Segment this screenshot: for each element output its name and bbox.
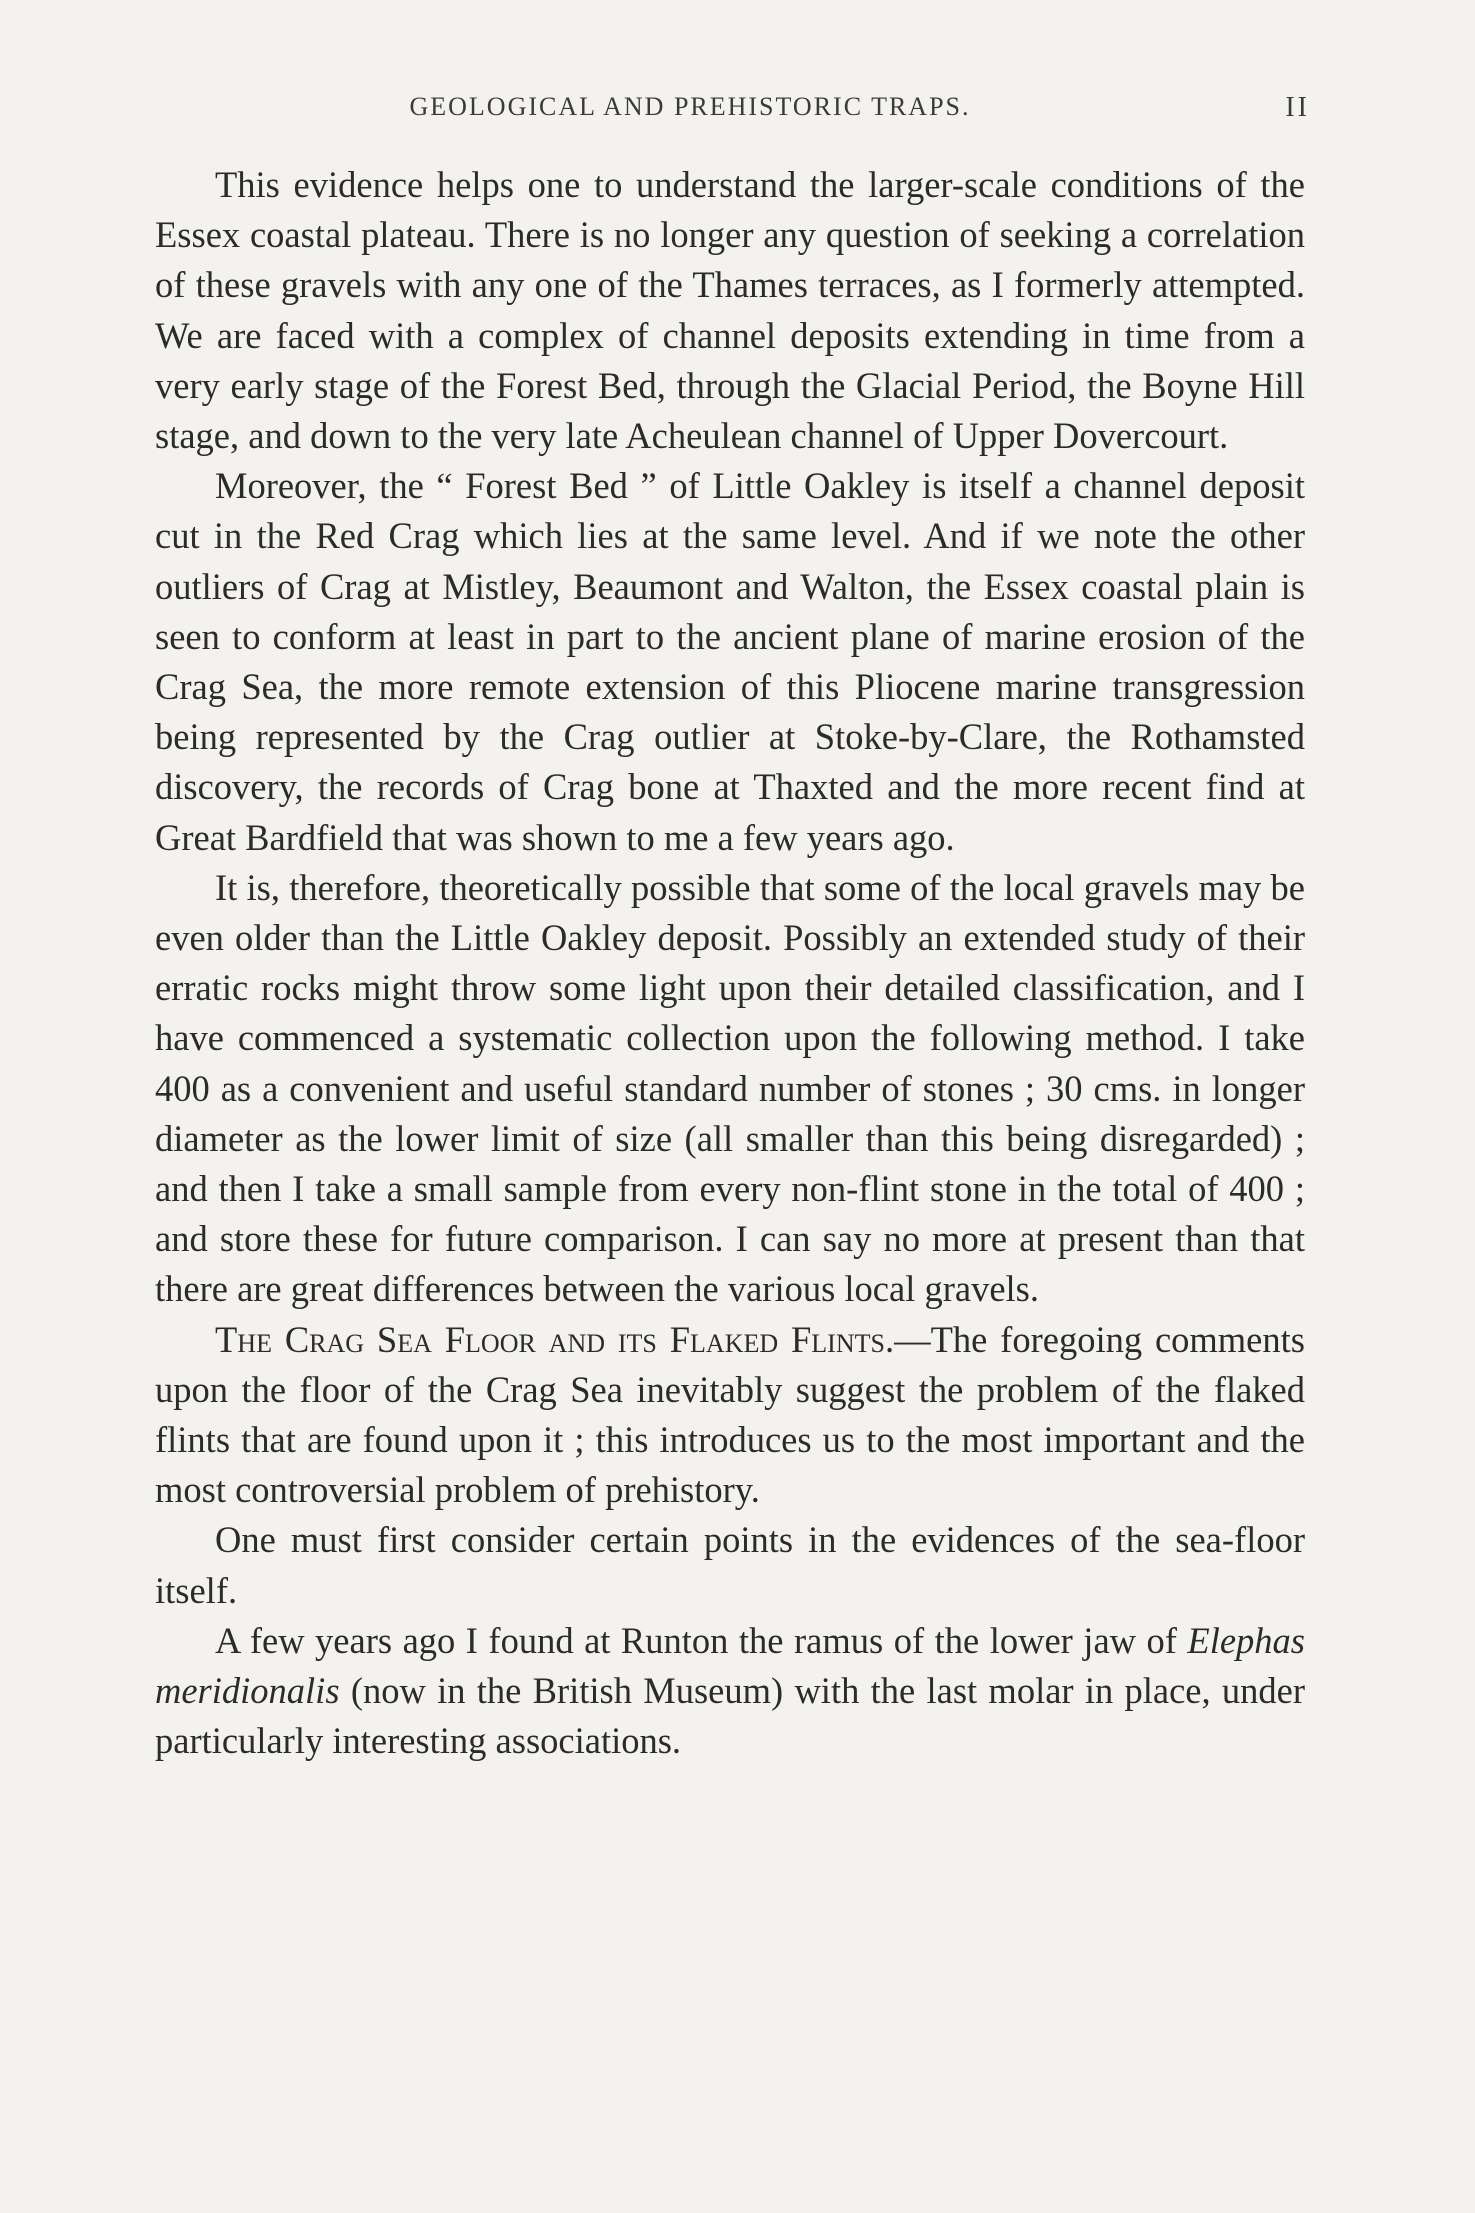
page-number: II [1285, 92, 1310, 123]
paragraph-text: (now in the British Museum) with the last molar in place, under particularly interesting associations. [155, 1670, 1305, 1762]
paragraph [155, 160, 1305, 461]
paragraph-text: —The foregoing comments upon the floor of the Crag Sea inevitably suggest the problem of the flaked flints that are found upon it ; this introduces us to the most important and the most controversial problem of prehistory. [155, 1318, 1305, 1511]
paragraph [155, 1315, 1305, 1516]
paragraph [155, 863, 1305, 1315]
paragraph-text: One must first consider certain points in the evidences of the sea-floor itself. [155, 1519, 1305, 1611]
paragraph-text: This evidence helps one to understand the larger-scale conditions of the Essex coastal plateau. There is no longer any question of seeking a correlation of these gravels with any one of the Thames terraces, as I formerly attempted. We are faced with a complex of channel deposits extending in time from a very early stage of the Forest Bed, through the Glacial Period, the Boyne Hill stage, and down to the very late Acheulean channel of Upper Dovercourt. [155, 164, 1305, 457]
running-head [150, 92, 1310, 132]
paragraph [155, 461, 1305, 863]
paragraph-text: It is, therefore, theoretically possible that some of the local gravels may be even older than the Little Oakley deposit. Possibly an extended study of their erratic rocks might throw some light upon their detailed classification, and I have commenced a systematic collection upon the following method. I take 400 as a convenient and useful standard number of stones ; 30 cms. in longer diameter as the lower limit of size (all smaller than this being disregarded) ; and then I take a small sample from every non-flint stone in the total of 400 ; and store these for future comparison. I can say no more at present than that there are great differences between the various local gravels. [155, 866, 1305, 1310]
paragraph [155, 1616, 1305, 1767]
species-name: Elephas meridionalis [155, 1619, 1305, 1712]
body-text [155, 160, 1305, 1767]
section-heading: The Crag Sea Floor and its Flaked Flints. [215, 1318, 895, 1360]
paragraph-text: Moreover, the “ Forest Bed ” of Little Oakley is itself a channel deposit cut in the Red Crag which lies at the same level. And if we note the other outliers of Crag at Mistley, Beaumont and Walton, the Essex coastal plain is seen to conform at least in part to the ancient plane of marine erosion of the Crag Sea, the more remote extension of this Pliocene marine transgression being represented by the Crag outlier at Stoke-by-Clare, the Rothamsted discovery, the records of Crag bone at Thaxted and the more recent find at Great Bardfield that was shown to me a few years ago. [155, 465, 1305, 858]
paragraph-text: A few years ago I found at Runton the ramus of the lower jaw of [215, 1619, 1188, 1661]
running-title: GEOLOGICAL AND PREHISTORIC TRAPS. [409, 92, 971, 121]
paragraph [155, 1515, 1305, 1615]
